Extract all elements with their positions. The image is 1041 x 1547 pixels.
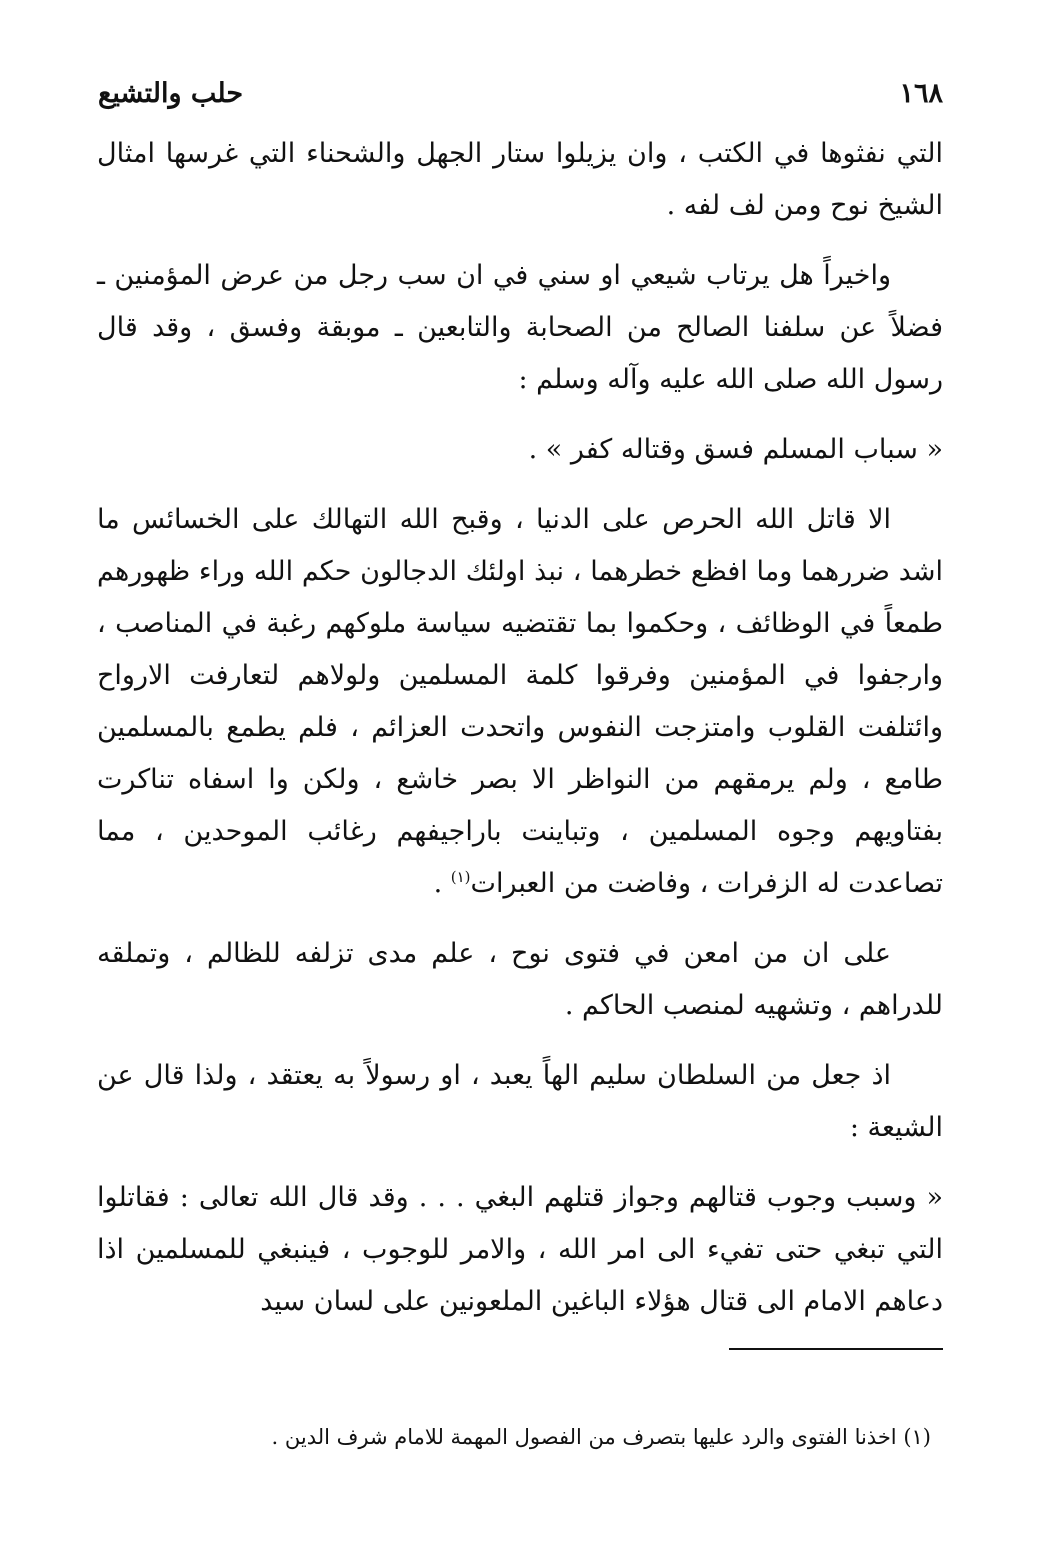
paragraph-5: على ان من امعن في فتوى نوح ، علم مدى تزلفه للظالم ، وتملقه للدراهم ، وتشهيه لمنصب الحاكم . [97,938,943,1021]
page-number: ١٦٨ [899,78,943,109]
paragraph-6: اذ جعل من السلطان سليم الهاً يعبد ، او رسولاً به يعتقد ، ولذا قال عن الشيعة : [97,1060,943,1143]
running-title: حلب والتشيع [98,78,244,109]
footnote: (١) اخذنا الفتوى والرد عليها بتصرف من الفصول المهمة للامام شرف الدين . [271,1425,931,1449]
page-header [98,78,943,118]
paragraph-1: التي نفثوها في الكتب ، وان يزيلوا ستار الجهل والشحناء التي غرسها امثال الشيخ نوح ومن لف لفه . [97,138,943,221]
paragraph-4-end: . [433,868,451,899]
footnote-divider [729,1348,943,1350]
paragraph-2: واخيراً هل يرتاب شيعي او سني في ان سب رجل من عرض المؤمنين ـ فضلاً عن سلفنا الصالح من الصحابة والتابعين ـ موبقة وفسق ، وقد قال رسول الله صلى الله عليه وآله وسلم : [97,260,943,395]
fatwa-quote: « وسبب وجوب قتالهم وجواز قتلهم البغي . . . وقد قال الله تعالى : فقاتلوا التي تبغي حتى تفيء الى امر الله ، والامر للوجوب ، فينبغي للمسلمين اذا دعاهم الامام الى قتال هؤلاء الباغين الملعونين على لسان سيد [97,1182,943,1317]
hadith-quote: « سباب المسلم فسق وقتاله كفر » . [528,434,943,465]
paragraph-4 [97,494,943,910]
body-text [97,128,943,1346]
footnote-reference[interactable]: (١) [450,868,471,886]
paragraph-4-text: الا قاتل الله الحرص على الدنيا ، وقبح الله التهالك على الخسائس ما اشد ضررهما وما افظع خطرهما ، نبذ اولئك الدجالون حكم الله وراء ظهورهم طمعاً في الوظائف ، وحكموا بما تقتضيه سياسة ملوكهم رغبة في المناصب ، وارجفوا في المؤمنين وفرقوا كلمة المسلمين ولولاهم لتعارفت الارواح وائتلفت القلوب وامتزجت النفوس واتحدت العزائم ، فلم يطمع بالمسلمين طامع ، ولم يرمقهم من النواظر الا بصر خاشع ، ولكن وا اسفاه تناكرت بفتاويهم وجوه المسلمين ، وتباينت باراجيفهم رغائب الموحدين ، مما تصاعدت له الزفرات ، وفاضت من العبرات [97,504,943,899]
